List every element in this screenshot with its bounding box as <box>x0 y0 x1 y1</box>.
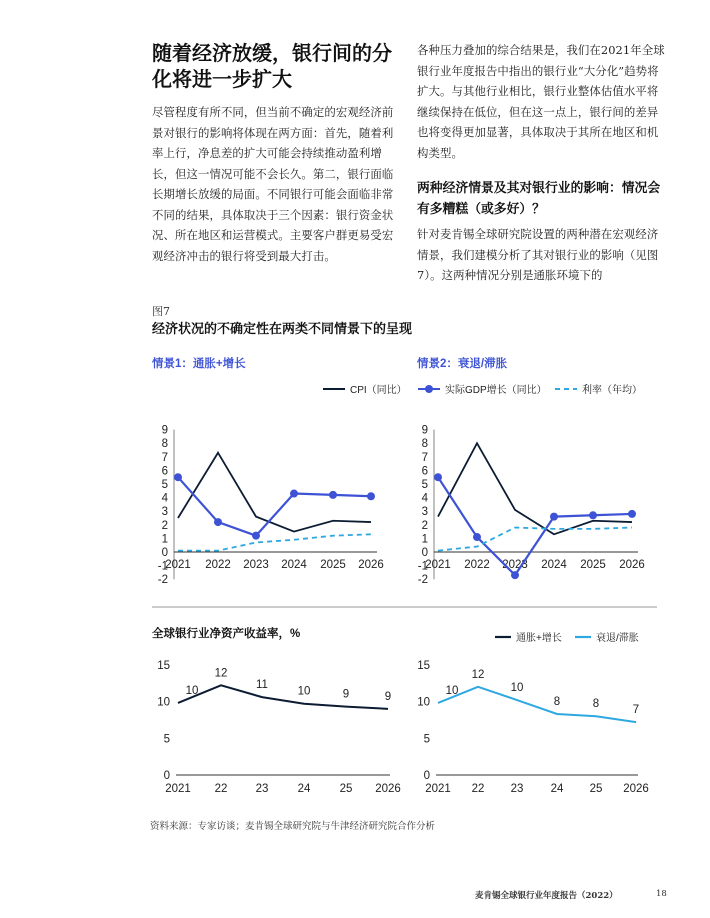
x-tick-label: 24 <box>550 783 564 795</box>
data-label: 7 <box>632 704 640 717</box>
legend-label: 衰退/滞胀 <box>596 633 639 644</box>
legend-label: 通胀+增长 <box>516 633 562 644</box>
y-tick-label: 5 <box>421 479 428 491</box>
data-label: 12 <box>214 667 228 680</box>
right-paragraph-2: 针对麦肯锡全球研究院设置的两种潜在宏观经济情景，我们建模分析了其对银行业的影响（见图7）。这两种情况分别是通胀环境下的 <box>417 227 659 282</box>
y-tick-label: 4 <box>421 492 428 505</box>
data-point <box>329 491 337 499</box>
y-tick-label: 3 <box>161 506 168 519</box>
source-footnote: 资料来源：专家访谈；麦肯锡全球研究院与牛津经济研究院合作分析 <box>150 821 436 832</box>
y-tick-label: 4 <box>161 492 168 505</box>
y-tick-label: 10 <box>157 696 170 709</box>
x-tick-label: 2024 <box>281 559 307 571</box>
data-label: 11 <box>256 679 268 692</box>
y-tick-label: 7 <box>421 451 428 464</box>
x-tick-label: 23 <box>255 783 269 795</box>
y-tick-label: 5 <box>423 733 430 746</box>
left-paragraph: 尽管程度有所不同，但当前不确定的宏观经济前景对银行的影响将体现在两方面：首先，随着利率上行，净息差的扩大可能会持续推动盈利增长，但这一情况可能不会长久。第二，银行面临长期增长放缓的局面。不同银行可能会面临非常不同的结果，具体取决于三个因素：银行资金状况、所在地区和运营模式。主要客户群更易受宏观经济冲击的银行将受到最大打击。 <box>152 105 394 263</box>
y-tick-label: 2 <box>421 519 428 532</box>
x-tick-label: 24 <box>297 783 311 795</box>
x-tick-label: 2025 <box>580 559 606 571</box>
panel-title: 情景1：通胀+增长 <box>152 358 246 370</box>
y-tick-label: 5 <box>163 733 170 746</box>
series-line <box>178 534 371 550</box>
footer-title: 麦肯锡全球银行业年度报告（2022） <box>475 891 618 901</box>
data-label: 9 <box>384 690 392 703</box>
data-label: 10 <box>510 682 524 695</box>
data-point <box>174 473 182 481</box>
y-tick-label: 9 <box>161 424 168 437</box>
data-point <box>290 490 298 498</box>
y-tick-label: -2 <box>417 574 428 587</box>
y-tick-label: 0 <box>421 547 428 559</box>
series-line <box>178 685 388 709</box>
x-tick-label: 23 <box>510 783 524 795</box>
x-tick-label: 2021 <box>425 559 451 571</box>
y-tick-label: 8 <box>161 438 168 451</box>
series-line <box>438 684 636 722</box>
y-tick-label: -2 <box>157 574 168 587</box>
data-point <box>589 511 597 519</box>
y-tick-label: -1 <box>157 560 168 573</box>
y-tick-label: 7 <box>161 451 168 464</box>
data-point <box>367 492 375 500</box>
section-heading: 随着经济放缓，银行间的分化将进一步扩大 <box>152 41 392 91</box>
right-paragraph-1: 各种压力叠加的综合结果是，我们在2021年全球银行业年度报告中指出的银行业“大分化”趋势将扩大。与其他行业相比，银行业整体估值水平将继续保持在低位，但在这一点上，银行间的差异也将变得更加显著，具体取决于其所在地区和机构类型。 <box>417 43 665 160</box>
data-point <box>628 510 636 518</box>
x-tick-label: 25 <box>589 783 603 795</box>
y-tick-label: 1 <box>421 533 428 546</box>
y-tick-label: 8 <box>421 438 428 451</box>
data-label: 12 <box>471 668 485 681</box>
y-tick-label: 9 <box>421 424 428 437</box>
series-line <box>438 528 632 551</box>
series-line <box>178 453 371 532</box>
data-label: 8 <box>592 698 600 711</box>
x-tick-label: 2026 <box>358 559 384 571</box>
data-label: 10 <box>185 684 199 697</box>
x-tick-label: 2025 <box>320 559 346 571</box>
x-tick-label: 2023 <box>502 559 528 571</box>
data-label: 8 <box>553 695 561 708</box>
y-tick-label: 15 <box>417 659 430 672</box>
y-tick-label: -1 <box>417 560 428 573</box>
series-line <box>178 477 371 535</box>
legend-label: CPI（同比） <box>350 385 407 396</box>
data-label: 10 <box>297 685 311 698</box>
right-subheading: 两种经济情景及其对银行业的影响：情况会有多糟糕（或多好）？ <box>417 181 661 217</box>
legend-label: 利率（年均） <box>582 385 642 396</box>
x-tick-label: 2021 <box>165 559 191 571</box>
data-label: 10 <box>445 684 459 697</box>
data-point <box>511 571 519 579</box>
x-tick-label: 2021 <box>165 783 191 795</box>
x-tick-label: 2026 <box>623 783 649 795</box>
roe-chart-title: 全球银行业净资产收益率，% <box>152 628 301 640</box>
y-tick-label: 5 <box>161 479 168 491</box>
x-tick-label: 2024 <box>541 559 567 571</box>
data-label: 9 <box>342 688 350 701</box>
x-tick-label: 25 <box>339 783 353 795</box>
data-point <box>214 518 222 526</box>
y-tick-label: 0 <box>161 547 168 559</box>
y-tick-label: 0 <box>163 770 170 782</box>
y-tick-label: 6 <box>421 465 428 478</box>
figure-title: 经济状况的不确定性在两类不同情景下的呈现 <box>152 322 413 337</box>
x-tick-label: 22 <box>471 783 485 795</box>
y-tick-label: 0 <box>423 770 430 782</box>
panel-title: 情景2：衰退/滞胀 <box>417 358 508 370</box>
legend-label: 实际GDP增长（同比） <box>445 385 547 396</box>
x-tick-label: 2023 <box>243 559 269 571</box>
x-tick-label: 2022 <box>205 559 231 571</box>
data-point <box>252 532 260 540</box>
y-tick-label: 1 <box>161 533 168 546</box>
y-tick-label: 6 <box>161 465 168 478</box>
data-point <box>434 473 442 481</box>
y-tick-label: 3 <box>421 506 428 519</box>
legend-marker <box>425 385 433 393</box>
x-tick-label: 2026 <box>619 559 645 571</box>
y-tick-label: 15 <box>157 659 170 672</box>
x-tick-label: 2021 <box>425 783 451 795</box>
y-tick-label: 2 <box>161 519 168 532</box>
page-number: 18 <box>656 889 667 899</box>
figure-number: 图7 <box>152 305 170 318</box>
y-tick-label: 10 <box>417 696 430 709</box>
x-tick-label: 2026 <box>375 783 401 795</box>
data-point <box>550 513 558 521</box>
x-tick-label: 22 <box>214 783 228 795</box>
data-point <box>473 533 481 541</box>
x-tick-label: 2022 <box>464 559 490 571</box>
